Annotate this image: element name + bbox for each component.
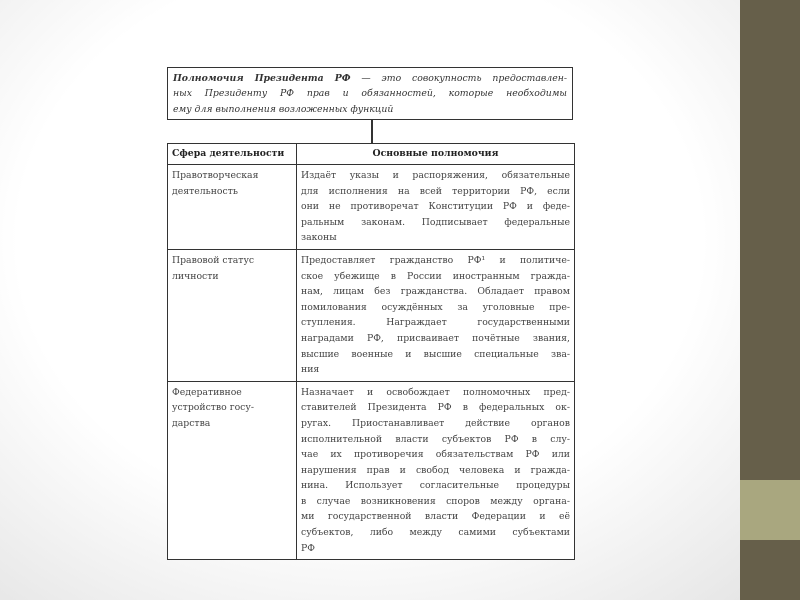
cell-line: субъектов, либо между самими субъектами [301,527,570,539]
cell-line: РФ [301,542,315,554]
table-row [168,249,575,381]
cell-line: в случае возникновения споров между органа- [301,495,570,507]
definition-line: ему для выполнения возложенных функций [173,103,394,115]
cell-line: личности [172,270,219,282]
definition-text: — это совокупность предоставлен- [361,73,567,84]
definition-box [167,67,573,120]
cell-line: ское убежище в России иностранным гражда- [301,270,570,282]
cell-line: устройство госу- [172,402,254,414]
cell-line: Правовой статус [172,254,255,266]
cell-line: ступления. Награждает государственными [301,317,570,329]
connector-line [371,120,373,144]
cell-line: Предоставляет гражданство РФ¹ и политиче- [301,254,570,266]
sphere-cell [168,165,297,250]
cell-line: ральным законам. Подписывает федеральные [301,216,570,228]
powers-cell [297,165,575,250]
powers-cell [297,249,575,381]
cell-line: деятельность [172,185,238,197]
cell-line: помилования осуждённых за уголовные пре- [301,301,570,313]
cell-line: Назначает и освобождает полномочных пред- [301,386,570,398]
table-row [168,165,575,250]
cell-line: законы [301,232,337,244]
cell-line: для исполнения на всей территории РФ, если [301,185,570,197]
cell-line: ругах. Приостанавливает действие органов [301,417,570,429]
cell-line: Правотворческая [172,170,259,181]
cell-line: Издаёт указы и распоряжения, обязательные [301,170,570,181]
definition-line: ных Президенту РФ прав и обязанностей, которые необходимы [173,88,567,100]
cell-line: исполнительной власти субъектов РФ в слу- [301,433,570,445]
header-sphere: Сфера деятельности [168,144,297,165]
cell-line: высшие военные и высшие специальные зва- [301,348,570,360]
powers-table [167,143,575,560]
decorative-band-accent [740,480,800,540]
cell-line: ния [301,364,320,376]
cell-line: нарушения прав и свобод человека и гражда- [301,464,570,476]
powers-cell [297,381,575,560]
table-header-row [168,144,575,165]
cell-line: нина. Использует согласительные процедуры [301,480,570,492]
sphere-cell [168,381,297,560]
cell-line: дарства [172,417,211,429]
cell-line: ми государственной власти Федерации и её [301,511,570,523]
cell-line: Федеративное [172,386,242,398]
definition-term: Полномочия Президента РФ [173,73,351,84]
cell-line: наградами РФ, присваивает почётные звания, [301,332,570,344]
definition-line [173,71,567,86]
sphere-cell [168,249,297,381]
header-powers: Основные полномочия [297,144,575,165]
cell-line: они не противоречат Конституции РФ и феде- [301,201,570,213]
cell-line: ставителей Президента РФ в федеральных ок- [301,402,570,414]
cell-line: нам, лицам без гражданства. Обладает правом [301,286,570,298]
table-row [168,381,575,560]
cell-line: чае их противоречия обязательствам РФ или [301,449,570,461]
